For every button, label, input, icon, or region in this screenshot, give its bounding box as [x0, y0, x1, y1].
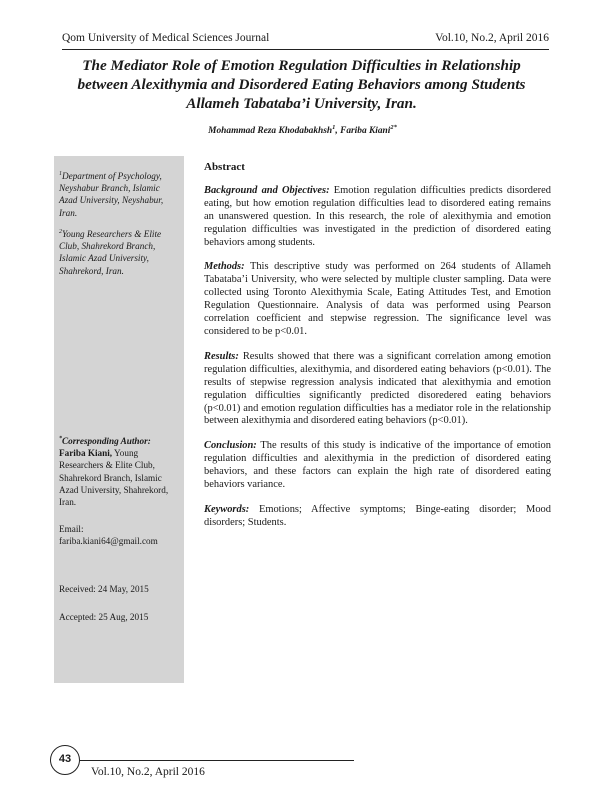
- accepted-date: Accepted: 25 Aug, 2015: [59, 612, 149, 622]
- keywords-text: Emotions; Affective symptoms; Binge-eating disorder; Mood disorders; Students.: [204, 503, 551, 528]
- background-paragraph: [204, 185, 551, 250]
- email-address[interactable]: fariba.kiani64@gmail.com: [59, 536, 158, 547]
- methods-paragraph: [204, 261, 551, 338]
- results-paragraph: [204, 351, 551, 428]
- results-label: Results:: [204, 350, 239, 362]
- keywords-paragraph: [204, 504, 551, 530]
- affiliation-2: [59, 226, 180, 277]
- running-header: [62, 32, 549, 48]
- corresponding-author-name: Fariba Kiani,: [59, 448, 113, 459]
- conclusion-label: Conclusion:: [204, 440, 257, 452]
- affiliation-1-text: Department of Psychology, Neyshabur Branch, Islamic Azad University, Neyshabur, Iran.: [59, 171, 164, 218]
- affiliation-2-text: Young Researchers & Elite Club, Shahrekord Branch, Islamic Azad University, Shahrekord, Iran.: [59, 228, 162, 276]
- email-block: [59, 523, 180, 547]
- title-line-3: Allameh Tabataba’i University, Iran.: [186, 95, 417, 112]
- keywords-label: Keywords:: [204, 503, 250, 515]
- footer-issue: Vol.10, No.2, April 2016: [91, 766, 205, 778]
- info-sidebar: [54, 156, 184, 683]
- footer-rule: [80, 760, 354, 761]
- author-2-affiliation-mark: 2*: [390, 124, 397, 131]
- title-line-2: between Alexithymia and Disordered Eating Behaviors among Students: [77, 76, 526, 93]
- corresponding-author-label-text: Corresponding Author:: [62, 436, 151, 447]
- abstract-heading: Abstract: [204, 161, 245, 173]
- corresponding-author-details: [59, 447, 180, 508]
- received-date: Received: 24 May, 2015: [59, 584, 149, 594]
- corresponding-mark: *: [59, 436, 62, 442]
- title-line-1: The Mediator Role of Emotion Regulation Difficulties in Relationship: [82, 57, 521, 74]
- header-rule: [62, 49, 549, 50]
- author-1: Mohammad Reza Khodabakhsh: [208, 126, 333, 137]
- author-1-affiliation-mark: 1: [332, 124, 336, 131]
- email-label: Email:: [59, 524, 84, 534]
- affiliation-2-mark: 2: [59, 228, 62, 235]
- journal-name: Qom University of Medical Sciences Journal: [62, 32, 270, 44]
- author-2: Fariba Kiani: [340, 126, 391, 137]
- conclusion-paragraph: [204, 440, 551, 492]
- conclusion-text: The results of this study is indicative of the importance of emotion regulation difficulties and alexithymia in the prediction of disordered eating behaviors, and these factors can explain the high rate of disordered eating behaviors variance.: [204, 440, 551, 491]
- methods-text: This descriptive study was performed on 264 students of Allameh Tabataba’i University, who were selected by multiple cluster sampling. Data were collected using Toronto Alexithymia Scale, Eating Attitudes Test, and Emotion Regulation Questionnaire. Analysis of data was performed using Pearson correlation coefficient and stepwise regression. The significance level was considered to be p<0.01.: [204, 261, 551, 337]
- corresponding-author-label: [59, 433, 180, 447]
- page-number-badge: 43: [50, 745, 80, 775]
- corresponding-author: [59, 433, 180, 508]
- issue-info: Vol.10, No.2, April 2016: [435, 32, 549, 44]
- article-title: [52, 56, 551, 113]
- author-separator: ,: [335, 126, 341, 137]
- background-text: Emotion regulation difficulties predicts disordered eating, but how emotion regulation difficulties lead to disordered eating remains an unanswered question. In this research, the role of alexithymia and emotion regulation difficulties was investigated in the prediction of disordered eating behaviors among students.: [204, 184, 551, 248]
- background-label: Background and Objectives:: [204, 184, 330, 196]
- author-line: [60, 124, 545, 136]
- affiliation-1-mark: 1: [59, 171, 62, 177]
- corresponding-author-affiliation: Young Researchers & Elite Club, Shahrekord Branch, Islamic Azad University, Shahrekord, Iran.: [59, 448, 169, 508]
- methods-label: Methods:: [204, 261, 245, 273]
- abstract-section: [204, 161, 551, 542]
- results-text: Results showed that there was a significant correlation among emotion regulation difficulties, alexithymia, and disordered eating behaviors (p<0.01). The results of stepwise regression analysis indicated that alexithymia and emotion regulation difficulties significantly predicted disoredered eating behaviors (p<0.01) and emotion regulation difficulties has a mediator role in the relationship between alexithymia and disordered eating behaviors (p<0.01).: [204, 350, 551, 427]
- affiliation-1: [59, 168, 180, 219]
